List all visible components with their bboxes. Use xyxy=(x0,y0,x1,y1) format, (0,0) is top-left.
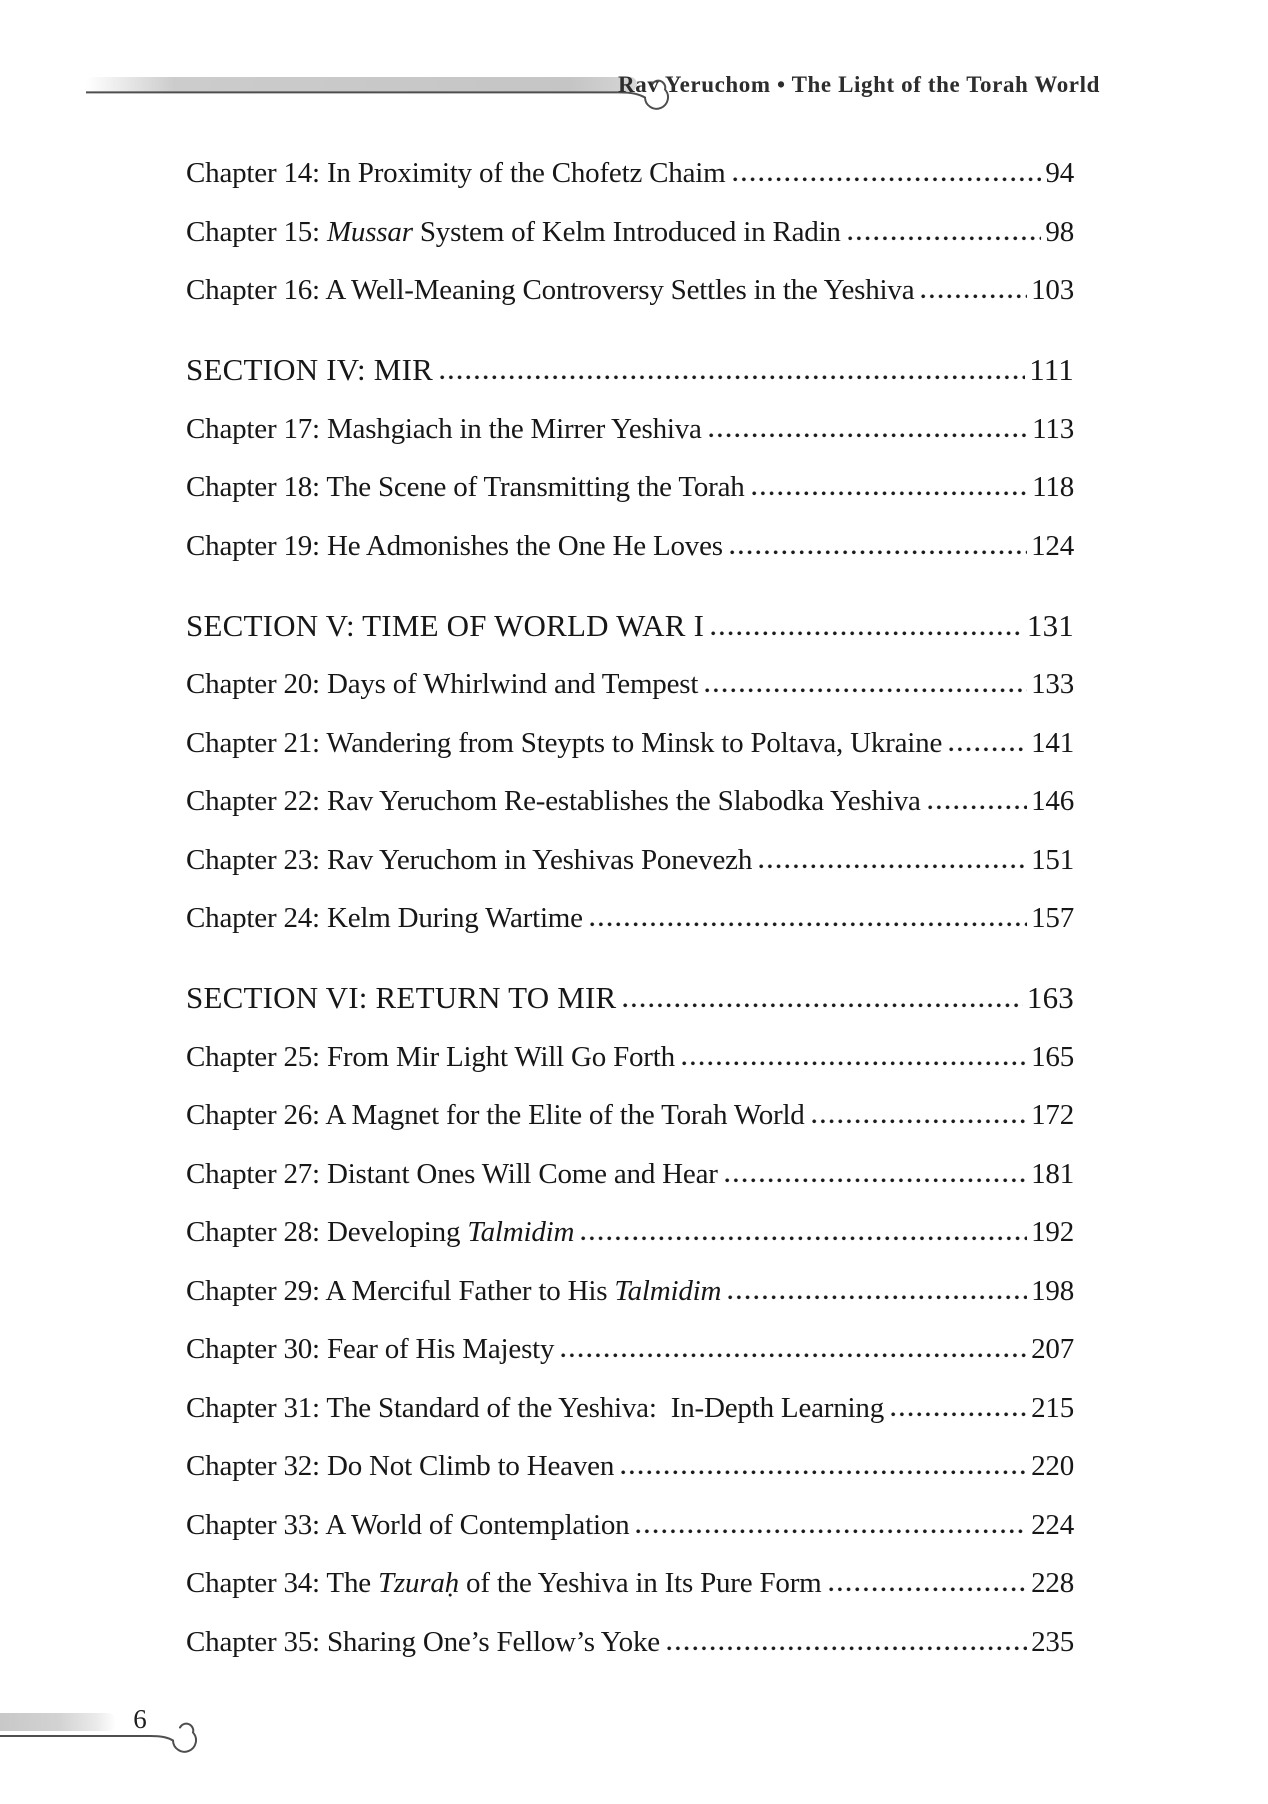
toc-entry-title xyxy=(186,341,433,400)
toc-entry-title xyxy=(186,1086,805,1145)
toc-section-row xyxy=(186,969,1074,1028)
toc-title-part: of the Yeshiva in Its Pure Form xyxy=(458,1567,822,1599)
toc-title-part: SECTION VI: RETURN TO MIR xyxy=(186,980,617,1015)
folio-page-number: 6 xyxy=(133,1704,147,1734)
toc-entry-row xyxy=(186,1437,1074,1496)
dot-leader xyxy=(636,1529,1027,1534)
dot-leader xyxy=(725,1178,1027,1183)
toc-entry-title xyxy=(186,1496,629,1555)
toc-page-number: 163 xyxy=(1026,980,1074,1015)
dot-leader xyxy=(590,922,1027,927)
toc-page-number: 113 xyxy=(1032,412,1074,445)
header-flourish-icon xyxy=(86,64,686,110)
toc-title-italic-part: Talmidim xyxy=(467,1216,575,1248)
toc-page-number: 111 xyxy=(1029,352,1074,387)
dot-leader xyxy=(561,1353,1027,1358)
toc-title-part: Chapter 15: xyxy=(186,215,327,248)
toc-page-number: 131 xyxy=(1026,607,1074,643)
toc-page-number: 207 xyxy=(1031,1333,1074,1365)
toc-entry-row xyxy=(186,1145,1074,1204)
dot-leader xyxy=(848,236,1042,241)
toc-entry-row xyxy=(186,655,1074,714)
toc-entry-row xyxy=(186,1086,1074,1145)
toc-entry-row xyxy=(186,261,1074,320)
toc-title-part: Chapter 24: Kelm During Wartime xyxy=(186,902,583,934)
toc-page-number: 198 xyxy=(1031,1274,1074,1307)
toc-page-number: 224 xyxy=(1031,1508,1074,1541)
toc-entry-title xyxy=(186,772,921,831)
toc-title-part: System of Kelm Introduced in Radin xyxy=(412,215,841,248)
toc-page-number: 181 xyxy=(1031,1157,1074,1190)
toc-title-part: Chapter 18: The Scene of Transmitting the Torah xyxy=(186,471,745,503)
toc-entry-title xyxy=(186,1028,675,1087)
toc-title-part: Chapter 35: Sharing One’s Fellow’s Yoke xyxy=(186,1625,660,1658)
toc-entry-title xyxy=(186,203,841,262)
toc-page-number: 151 xyxy=(1031,843,1074,876)
toc-title-part: Chapter 19: He Admonishes the One He Loves xyxy=(186,529,723,562)
toc-page-number: 98 xyxy=(1045,215,1074,248)
toc-entry-row xyxy=(186,1262,1074,1321)
toc-entry-row xyxy=(186,203,1074,262)
toc-page-number: 118 xyxy=(1032,471,1074,503)
toc-entry-row xyxy=(186,889,1074,948)
toc-title-italic-part: Tzuraḥ xyxy=(377,1567,459,1599)
toc-entry-row xyxy=(186,517,1074,576)
toc-title-part: Chapter 26: A Magnet for the Elite of the Torah World xyxy=(186,1099,805,1131)
dot-leader xyxy=(711,631,1023,636)
toc-title-italic-part: Talmidim xyxy=(614,1274,722,1307)
dot-leader xyxy=(733,177,1042,182)
toc-entry-row xyxy=(186,772,1074,831)
toc-page-number: 215 xyxy=(1031,1391,1074,1424)
toc-entry-row xyxy=(186,400,1074,459)
toc-page-number: 220 xyxy=(1031,1450,1074,1482)
toc-entry-row xyxy=(186,714,1074,773)
toc-title-part: SECTION IV: MIR xyxy=(186,352,433,387)
dot-leader xyxy=(682,1061,1027,1066)
toc-title-part: Chapter 25: From Mir Light Will Go Forth xyxy=(186,1040,675,1073)
toc-page-number: 141 xyxy=(1031,726,1074,759)
toc-title-part: Chapter 28: Developing xyxy=(186,1216,468,1248)
toc-page-number: 235 xyxy=(1031,1625,1074,1658)
toc-entry-row xyxy=(186,831,1074,890)
toc-section-row xyxy=(186,597,1074,656)
dot-leader xyxy=(621,1470,1027,1475)
toc-entry-row xyxy=(186,1379,1074,1438)
dot-leader xyxy=(891,1412,1027,1417)
toc-title-part: Chapter 31: The Standard of the Yeshiva: In-Depth Learning xyxy=(186,1391,885,1424)
toc-entry-title xyxy=(186,1203,574,1262)
toc-title-part: SECTION V: TIME OF WORLD WAR I xyxy=(186,607,705,643)
toc-entry-title xyxy=(186,1379,884,1438)
toc-entry-row xyxy=(186,458,1074,517)
dot-leader xyxy=(752,491,1029,496)
toc-section-row xyxy=(186,341,1074,400)
toc-title-part: Chapter 30: Fear of His Majesty xyxy=(186,1333,555,1365)
toc-entry-title xyxy=(186,655,698,714)
dot-leader xyxy=(759,864,1027,869)
toc-page-number: 103 xyxy=(1031,274,1074,306)
toc-entry-row xyxy=(186,1320,1074,1379)
toc-entry-row xyxy=(186,144,1074,203)
toc-title-part: Chapter 29: A Merciful Father to His xyxy=(186,1274,615,1307)
toc-entry-row xyxy=(186,1028,1074,1087)
toc-page-number: 146 xyxy=(1031,785,1074,817)
toc-entry-title xyxy=(186,144,726,203)
toc-entry-title xyxy=(186,400,702,459)
toc-title-part: Chapter 22: Rav Yeruchom Re-establishes the Slabodka Yeshiva xyxy=(186,785,921,817)
toc-entry-title xyxy=(186,1554,822,1613)
toc-title-part: Chapter 27: Distant Ones Will Come and Hear xyxy=(186,1157,718,1190)
toc-page-number: 133 xyxy=(1031,668,1074,700)
toc-title-part: Chapter 23: Rav Yeruchom in Yeshivas Ponevezh xyxy=(186,843,753,876)
toc-page-number: 124 xyxy=(1031,529,1074,562)
dot-leader xyxy=(667,1646,1027,1651)
table-of-contents xyxy=(186,144,1074,1671)
dot-leader xyxy=(728,1295,1027,1300)
toc-entry-row xyxy=(186,1613,1074,1672)
toc-title-part: Chapter 33: A World of Contemplation xyxy=(186,1508,630,1541)
dot-leader xyxy=(949,747,1027,752)
toc-entry-title xyxy=(186,458,745,517)
toc-entry-title xyxy=(186,1613,660,1672)
toc-title-part: Chapter 16: A Well-Meaning Controversy Settles in the Yeshiva xyxy=(186,274,915,306)
dot-leader xyxy=(623,1003,1022,1008)
toc-entry-title xyxy=(186,831,752,890)
dot-leader xyxy=(440,375,1025,380)
toc-entry-title xyxy=(186,1437,614,1496)
dot-leader xyxy=(812,1119,1027,1124)
toc-title-part: Chapter 20: Days of Whirlwind and Tempest xyxy=(186,668,699,700)
running-title: Rav Yeruchom • The Light of the Torah World xyxy=(618,72,1100,97)
toc-page-number: 94 xyxy=(1045,157,1074,189)
toc-title-part: Chapter 21: Wandering from Steypts to Minsk to Poltava, Ukraine xyxy=(186,726,943,759)
dot-leader xyxy=(709,433,1028,438)
dot-leader xyxy=(928,805,1027,810)
toc-page-number: 157 xyxy=(1031,902,1074,934)
toc-entry-title xyxy=(186,889,583,948)
toc-entry-row xyxy=(186,1203,1074,1262)
dot-leader xyxy=(921,294,1027,299)
dot-leader xyxy=(705,688,1027,693)
dot-leader xyxy=(730,550,1027,555)
toc-title-part: Chapter 14: In Proximity of the Chofetz Chaim xyxy=(186,157,726,189)
toc-entry-title xyxy=(186,597,704,656)
toc-entry-title xyxy=(186,1145,718,1204)
toc-page-number: 192 xyxy=(1031,1216,1074,1248)
dot-leader xyxy=(829,1587,1028,1592)
toc-page-number: 172 xyxy=(1031,1099,1074,1131)
toc-title-italic-part: Mussar xyxy=(326,215,413,248)
toc-entry-title xyxy=(186,1262,721,1321)
toc-entry-row xyxy=(186,1496,1074,1555)
toc-entry-title xyxy=(186,261,914,320)
toc-entry-title xyxy=(186,714,942,773)
toc-page-number: 228 xyxy=(1031,1567,1074,1599)
toc-title-part: Chapter 34: The xyxy=(186,1567,378,1599)
toc-entry-title xyxy=(186,969,616,1028)
toc-entry-title xyxy=(186,517,723,576)
toc-entry-title xyxy=(186,1320,554,1379)
toc-title-part: Chapter 32: Do Not Climb to Heaven xyxy=(186,1450,615,1482)
toc-title-part: Chapter 17: Mashgiach in the Mirrer Yeshiva xyxy=(186,412,702,445)
dot-leader xyxy=(581,1236,1027,1241)
toc-entry-row xyxy=(186,1554,1074,1613)
toc-page-number: 165 xyxy=(1031,1040,1074,1073)
